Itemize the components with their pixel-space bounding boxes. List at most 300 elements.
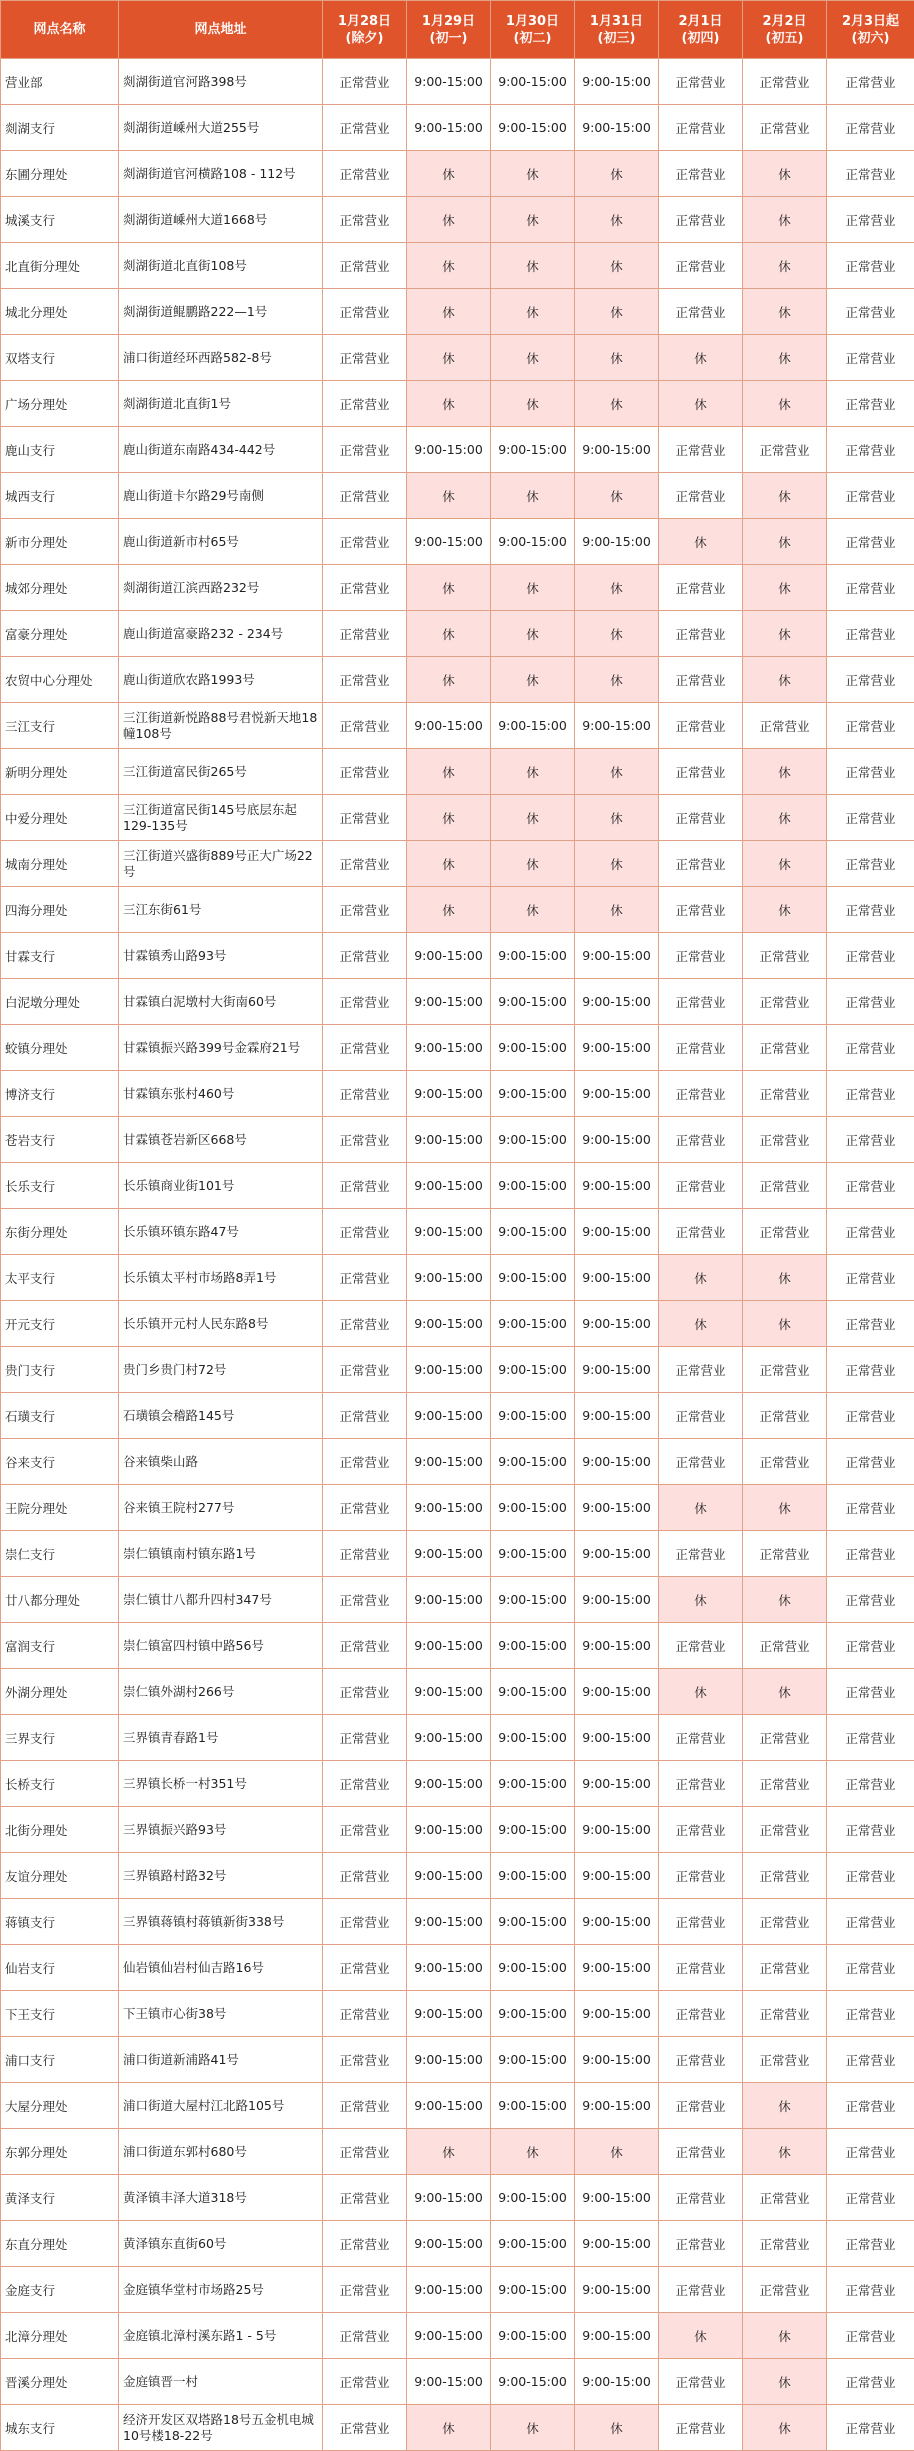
day-status: 9:00-15:00: [407, 1255, 491, 1301]
branch-address: 三界镇路村路32号: [119, 1853, 323, 1899]
table-row: [1, 473, 914, 519]
day-status: 休: [491, 2129, 575, 2175]
day-status: 9:00-15:00: [491, 1071, 575, 1117]
day-status: 正常营业: [659, 1899, 743, 1945]
header-day-date: 2月1日: [678, 13, 723, 29]
header-day: [743, 1, 827, 59]
day-status: 9:00-15:00: [407, 1715, 491, 1761]
day-status: 正常营业: [659, 427, 743, 473]
day-status: 正常营业: [323, 2267, 407, 2313]
day-status: 正常营业: [743, 1025, 827, 1071]
header-day-date: 2月2日: [762, 13, 807, 29]
day-status: 9:00-15:00: [575, 1899, 659, 1945]
day-status: 休: [659, 1485, 743, 1531]
day-status: 9:00-15:00: [491, 1255, 575, 1301]
table-row: [1, 1899, 914, 1945]
branch-address: 长乐镇开元村人民东路8号: [119, 1301, 323, 1347]
table-body: [1, 59, 914, 2451]
day-status: 正常营业: [659, 1071, 743, 1117]
day-status: 正常营业: [827, 381, 914, 427]
header-day: [491, 1, 575, 59]
header-day-sub: (初二): [513, 30, 552, 46]
header-day-sub: (初五): [765, 30, 804, 46]
day-status: 9:00-15:00: [491, 2037, 575, 2083]
day-status: 9:00-15:00: [575, 1531, 659, 1577]
day-status: 9:00-15:00: [575, 979, 659, 1025]
day-status: 9:00-15:00: [407, 1945, 491, 1991]
day-status: 正常营业: [827, 1301, 914, 1347]
day-status: 9:00-15:00: [575, 1439, 659, 1485]
branch-name: 新明分理处: [1, 749, 119, 795]
day-status: 休: [743, 611, 827, 657]
branch-name: 浦口支行: [1, 2037, 119, 2083]
branch-name: 金庭支行: [1, 2267, 119, 2313]
branch-name: 谷来支行: [1, 1439, 119, 1485]
day-status: 休: [491, 381, 575, 427]
day-status: 9:00-15:00: [407, 933, 491, 979]
table-row: [1, 105, 914, 151]
day-status: 休: [491, 197, 575, 243]
branch-name: 廿八都分理处: [1, 1577, 119, 1623]
day-status: 休: [575, 197, 659, 243]
day-status: 9:00-15:00: [575, 2359, 659, 2405]
day-status: 正常营业: [743, 933, 827, 979]
table-row: [1, 59, 914, 105]
header-branch-address: 网点地址: [119, 1, 323, 59]
day-status: 9:00-15:00: [491, 1117, 575, 1163]
day-status: 正常营业: [323, 979, 407, 1025]
day-status: 休: [743, 841, 827, 887]
branch-name: 蒋镇支行: [1, 1899, 119, 1945]
day-status: 9:00-15:00: [491, 1623, 575, 1669]
day-status: 正常营业: [323, 2129, 407, 2175]
day-status: 休: [575, 565, 659, 611]
day-status: 正常营业: [323, 657, 407, 703]
table-row: [1, 1209, 914, 1255]
branch-address: 金庭镇北漳村溪东路1 - 5号: [119, 2313, 323, 2359]
day-status: 正常营业: [827, 473, 914, 519]
day-status: 9:00-15:00: [491, 1991, 575, 2037]
day-status: 9:00-15:00: [491, 1485, 575, 1531]
table-row: [1, 657, 914, 703]
day-status: 正常营业: [827, 1761, 914, 1807]
branch-name: 城南分理处: [1, 841, 119, 887]
day-status: 正常营业: [827, 841, 914, 887]
day-status: 休: [575, 151, 659, 197]
day-status: 休: [743, 2405, 827, 2451]
day-status: 9:00-15:00: [575, 1853, 659, 1899]
day-status: 9:00-15:00: [407, 2267, 491, 2313]
branch-name: 开元支行: [1, 1301, 119, 1347]
table-row: [1, 151, 914, 197]
day-status: 9:00-15:00: [575, 1485, 659, 1531]
day-status: 正常营业: [659, 473, 743, 519]
day-status: 9:00-15:00: [407, 2313, 491, 2359]
day-status: 正常营业: [743, 427, 827, 473]
header-day-sub: (初一): [429, 30, 468, 46]
branch-name: 甘霖支行: [1, 933, 119, 979]
day-status: 正常营业: [659, 841, 743, 887]
day-status: 9:00-15:00: [491, 2083, 575, 2129]
day-status: 9:00-15:00: [575, 933, 659, 979]
day-status: 正常营业: [743, 1945, 827, 1991]
day-status: 9:00-15:00: [407, 1899, 491, 1945]
branch-name: 博济支行: [1, 1071, 119, 1117]
branch-address: 崇仁镇富四村镇中路56号: [119, 1623, 323, 1669]
day-status: 休: [743, 1669, 827, 1715]
day-status: 9:00-15:00: [491, 1347, 575, 1393]
table-row: [1, 1485, 914, 1531]
day-status: 正常营业: [659, 105, 743, 151]
branch-name: 黄泽支行: [1, 2175, 119, 2221]
day-status: 正常营业: [827, 2129, 914, 2175]
header-day: [407, 1, 491, 59]
day-status: 9:00-15:00: [575, 1163, 659, 1209]
day-status: 正常营业: [827, 1669, 914, 1715]
table-row: [1, 1025, 914, 1071]
day-status: 休: [575, 381, 659, 427]
day-status: 9:00-15:00: [491, 1853, 575, 1899]
day-status: 正常营业: [659, 1439, 743, 1485]
branch-name: 苍岩支行: [1, 1117, 119, 1163]
day-status: 正常营业: [323, 381, 407, 427]
day-status: 休: [575, 611, 659, 657]
day-status: 正常营业: [323, 1025, 407, 1071]
branch-name: 双塔支行: [1, 335, 119, 381]
day-status: 正常营业: [827, 1485, 914, 1531]
day-status: 正常营业: [659, 2037, 743, 2083]
day-status: 9:00-15:00: [575, 1715, 659, 1761]
table-row: [1, 2175, 914, 2221]
day-status: 9:00-15:00: [575, 1301, 659, 1347]
branch-name: 城溪支行: [1, 197, 119, 243]
day-status: 正常营业: [827, 2313, 914, 2359]
branch-address: 剡湖街道鲲鹏路222—1号: [119, 289, 323, 335]
day-status: 正常营业: [743, 105, 827, 151]
branch-address: 崇仁镇外湖村266号: [119, 1669, 323, 1715]
table-row: [1, 1945, 914, 1991]
day-status: 9:00-15:00: [407, 1163, 491, 1209]
day-status: 正常营业: [323, 289, 407, 335]
day-status: 9:00-15:00: [407, 1531, 491, 1577]
day-status: 正常营业: [659, 611, 743, 657]
day-status: 正常营业: [827, 657, 914, 703]
day-status: 休: [743, 565, 827, 611]
day-status: 正常营业: [659, 1393, 743, 1439]
day-status: 9:00-15:00: [491, 1209, 575, 1255]
day-status: 正常营业: [827, 1439, 914, 1485]
day-status: 9:00-15:00: [491, 1761, 575, 1807]
day-status: 正常营业: [827, 2267, 914, 2313]
day-status: 休: [743, 519, 827, 565]
day-status: 正常营业: [827, 1163, 914, 1209]
day-status: 9:00-15:00: [491, 2267, 575, 2313]
branch-address: 甘霖镇白泥墩村大街南60号: [119, 979, 323, 1025]
branch-name: 剡湖支行: [1, 105, 119, 151]
branch-address: 甘霖镇苍岩新区668号: [119, 1117, 323, 1163]
branch-address: 剡湖街道嵊州大道255号: [119, 105, 323, 151]
branch-address: 三江街道新悦路88号君悦新天地18幢108号: [119, 703, 323, 749]
table-row: [1, 427, 914, 473]
day-status: 9:00-15:00: [575, 703, 659, 749]
table-row: [1, 1163, 914, 1209]
header-day-sub: (初六): [851, 30, 890, 46]
branch-address: 长乐镇商业街101号: [119, 1163, 323, 1209]
branch-address: 剡湖街道北直街1号: [119, 381, 323, 427]
day-status: 休: [407, 381, 491, 427]
day-status: 正常营业: [659, 151, 743, 197]
day-status: 正常营业: [323, 1439, 407, 1485]
day-status: 休: [407, 795, 491, 841]
day-status: 9:00-15:00: [407, 1853, 491, 1899]
day-status: 正常营业: [743, 1209, 827, 1255]
day-status: 休: [407, 887, 491, 933]
day-status: 正常营业: [743, 1071, 827, 1117]
day-status: 休: [407, 565, 491, 611]
day-status: 9:00-15:00: [575, 1255, 659, 1301]
day-status: 9:00-15:00: [575, 1393, 659, 1439]
day-status: 正常营业: [323, 1945, 407, 1991]
day-status: 休: [491, 2405, 575, 2451]
table-row: [1, 2083, 914, 2129]
day-status: 正常营业: [827, 1715, 914, 1761]
branch-address: 仙岩镇仙岩村仙吉路16号: [119, 1945, 323, 1991]
branch-address: 金庭镇晋一村: [119, 2359, 323, 2405]
day-status: 正常营业: [827, 151, 914, 197]
day-status: 休: [575, 795, 659, 841]
day-status: 9:00-15:00: [575, 1669, 659, 1715]
day-status: 正常营业: [659, 979, 743, 1025]
day-status: 正常营业: [743, 1623, 827, 1669]
day-status: 正常营业: [323, 427, 407, 473]
day-status: 正常营业: [323, 197, 407, 243]
table-row: [1, 2221, 914, 2267]
day-status: 正常营业: [323, 887, 407, 933]
branch-name: 鹿山支行: [1, 427, 119, 473]
day-status: 休: [407, 2405, 491, 2451]
branch-name: 北直街分理处: [1, 243, 119, 289]
day-status: 正常营业: [827, 1347, 914, 1393]
day-status: 正常营业: [323, 2221, 407, 2267]
day-status: 9:00-15:00: [407, 979, 491, 1025]
branch-address: 黄泽镇东直街60号: [119, 2221, 323, 2267]
day-status: 休: [743, 289, 827, 335]
day-status: 正常营业: [323, 1761, 407, 1807]
day-status: 9:00-15:00: [491, 1715, 575, 1761]
day-status: 正常营业: [743, 1439, 827, 1485]
branch-name: 城西支行: [1, 473, 119, 519]
branch-address: 甘霖镇振兴路399号金霖府21号: [119, 1025, 323, 1071]
day-status: 正常营业: [743, 1531, 827, 1577]
branch-address: 崇仁镇镇南村镇东路1号: [119, 1531, 323, 1577]
day-status: 正常营业: [827, 2221, 914, 2267]
day-status: 9:00-15:00: [407, 519, 491, 565]
branch-name: 友谊分理处: [1, 1853, 119, 1899]
day-status: 正常营业: [827, 795, 914, 841]
day-status: 正常营业: [827, 1991, 914, 2037]
day-status: 正常营业: [323, 611, 407, 657]
day-status: 9:00-15:00: [575, 1945, 659, 1991]
day-status: 9:00-15:00: [575, 1577, 659, 1623]
day-status: 9:00-15:00: [407, 1761, 491, 1807]
branch-address: 长乐镇环镇东路47号: [119, 1209, 323, 1255]
day-status: 正常营业: [659, 1163, 743, 1209]
branch-name: 三江支行: [1, 703, 119, 749]
day-status: 正常营业: [323, 59, 407, 105]
day-status: 9:00-15:00: [575, 1025, 659, 1071]
branch-address: 鹿山街道新市村65号: [119, 519, 323, 565]
day-status: 9:00-15:00: [575, 1347, 659, 1393]
branch-address: 三界镇青春路1号: [119, 1715, 323, 1761]
day-status: 正常营业: [743, 1899, 827, 1945]
day-status: 正常营业: [827, 2083, 914, 2129]
branch-address: 三江东街61号: [119, 887, 323, 933]
table-row: [1, 841, 914, 887]
day-status: 正常营业: [827, 1255, 914, 1301]
day-status: 正常营业: [323, 1347, 407, 1393]
branch-name: 崇仁支行: [1, 1531, 119, 1577]
day-status: 正常营业: [827, 243, 914, 289]
day-status: 正常营业: [827, 289, 914, 335]
day-status: 正常营业: [743, 1761, 827, 1807]
day-status: 休: [407, 151, 491, 197]
branch-address: 甘霖镇秀山路93号: [119, 933, 323, 979]
day-status: 正常营业: [659, 887, 743, 933]
table-row: [1, 1669, 914, 1715]
header-day: [323, 1, 407, 59]
day-status: 正常营业: [659, 1945, 743, 1991]
day-status: 9:00-15:00: [407, 1439, 491, 1485]
header-branch-name: 网点名称: [1, 1, 119, 59]
day-status: 休: [743, 197, 827, 243]
day-status: 休: [407, 335, 491, 381]
day-status: 9:00-15:00: [491, 1899, 575, 1945]
branch-address: 鹿山街道欣农路1993号: [119, 657, 323, 703]
day-status: 9:00-15:00: [575, 1209, 659, 1255]
day-status: 正常营业: [659, 2221, 743, 2267]
table-row: [1, 1301, 914, 1347]
branch-name: 长桥支行: [1, 1761, 119, 1807]
day-status: 休: [575, 2129, 659, 2175]
day-status: 9:00-15:00: [491, 1439, 575, 1485]
day-status: 正常营业: [323, 2405, 407, 2451]
day-status: 正常营业: [827, 2405, 914, 2451]
day-status: 休: [743, 1301, 827, 1347]
branch-name: 东街分理处: [1, 1209, 119, 1255]
day-status: 正常营业: [323, 1393, 407, 1439]
day-status: 正常营业: [659, 1991, 743, 2037]
day-status: 9:00-15:00: [491, 105, 575, 151]
day-status: 正常营业: [323, 473, 407, 519]
day-status: 正常营业: [659, 703, 743, 749]
branch-name: 城东支行: [1, 2405, 119, 2451]
branch-address: 三江街道富民街145号底层东起129-135号: [119, 795, 323, 841]
day-status: 休: [491, 841, 575, 887]
branch-name: 蛟镇分理处: [1, 1025, 119, 1071]
day-status: 正常营业: [743, 1393, 827, 1439]
day-status: 休: [743, 795, 827, 841]
day-status: 9:00-15:00: [575, 1117, 659, 1163]
day-status: 休: [743, 1577, 827, 1623]
branch-address: 石璜镇会稽路145号: [119, 1393, 323, 1439]
day-status: 正常营业: [827, 1025, 914, 1071]
day-status: 休: [575, 887, 659, 933]
day-status: 休: [491, 243, 575, 289]
day-status: 9:00-15:00: [575, 2037, 659, 2083]
branch-name: 营业部: [1, 59, 119, 105]
table-row: [1, 519, 914, 565]
day-status: 正常营业: [323, 1117, 407, 1163]
branch-address: 三江街道富民街265号: [119, 749, 323, 795]
day-status: 正常营业: [743, 703, 827, 749]
day-status: 正常营业: [323, 565, 407, 611]
day-status: 休: [491, 749, 575, 795]
branch-name: 下王支行: [1, 1991, 119, 2037]
day-status: 正常营业: [827, 1393, 914, 1439]
day-status: 休: [659, 1255, 743, 1301]
day-status: 9:00-15:00: [491, 979, 575, 1025]
day-status: 正常营业: [323, 1669, 407, 1715]
day-status: 休: [491, 335, 575, 381]
day-status: 正常营业: [827, 703, 914, 749]
branch-name: 仙岩支行: [1, 1945, 119, 1991]
day-status: 正常营业: [827, 335, 914, 381]
header-day-date: 2月3日起: [841, 13, 900, 29]
table-row: [1, 2037, 914, 2083]
branch-name: 新市分理处: [1, 519, 119, 565]
day-status: 正常营业: [827, 519, 914, 565]
day-status: 正常营业: [827, 1117, 914, 1163]
day-status: 正常营业: [827, 2359, 914, 2405]
day-status: 9:00-15:00: [491, 2359, 575, 2405]
day-status: 休: [659, 381, 743, 427]
day-status: 9:00-15:00: [407, 2175, 491, 2221]
day-status: 正常营业: [323, 1163, 407, 1209]
branch-name: 王院分理处: [1, 1485, 119, 1531]
day-status: 正常营业: [323, 1577, 407, 1623]
day-status: 休: [659, 1577, 743, 1623]
day-status: 正常营业: [743, 2267, 827, 2313]
day-status: 正常营业: [659, 2359, 743, 2405]
table-row: [1, 979, 914, 1025]
day-status: 休: [743, 151, 827, 197]
day-status: 9:00-15:00: [575, 105, 659, 151]
day-status: 休: [491, 887, 575, 933]
table-row: [1, 289, 914, 335]
day-status: 正常营业: [659, 749, 743, 795]
day-status: 正常营业: [827, 979, 914, 1025]
day-status: 9:00-15:00: [407, 1301, 491, 1347]
table-row: [1, 2129, 914, 2175]
day-status: 9:00-15:00: [575, 2221, 659, 2267]
day-status: 休: [491, 611, 575, 657]
day-status: 9:00-15:00: [575, 1761, 659, 1807]
day-status: 休: [407, 2129, 491, 2175]
day-status: 9:00-15:00: [491, 1531, 575, 1577]
day-status: 正常营业: [659, 2267, 743, 2313]
branch-name: 长乐支行: [1, 1163, 119, 1209]
day-status: 正常营业: [827, 1209, 914, 1255]
table-row: [1, 1255, 914, 1301]
header-day-date: 1月30日: [505, 13, 560, 29]
day-status: 休: [407, 289, 491, 335]
day-status: 休: [407, 473, 491, 519]
day-status: 正常营业: [659, 197, 743, 243]
day-status: 正常营业: [323, 151, 407, 197]
day-status: 9:00-15:00: [575, 427, 659, 473]
day-status: 休: [491, 657, 575, 703]
day-status: 正常营业: [323, 1807, 407, 1853]
